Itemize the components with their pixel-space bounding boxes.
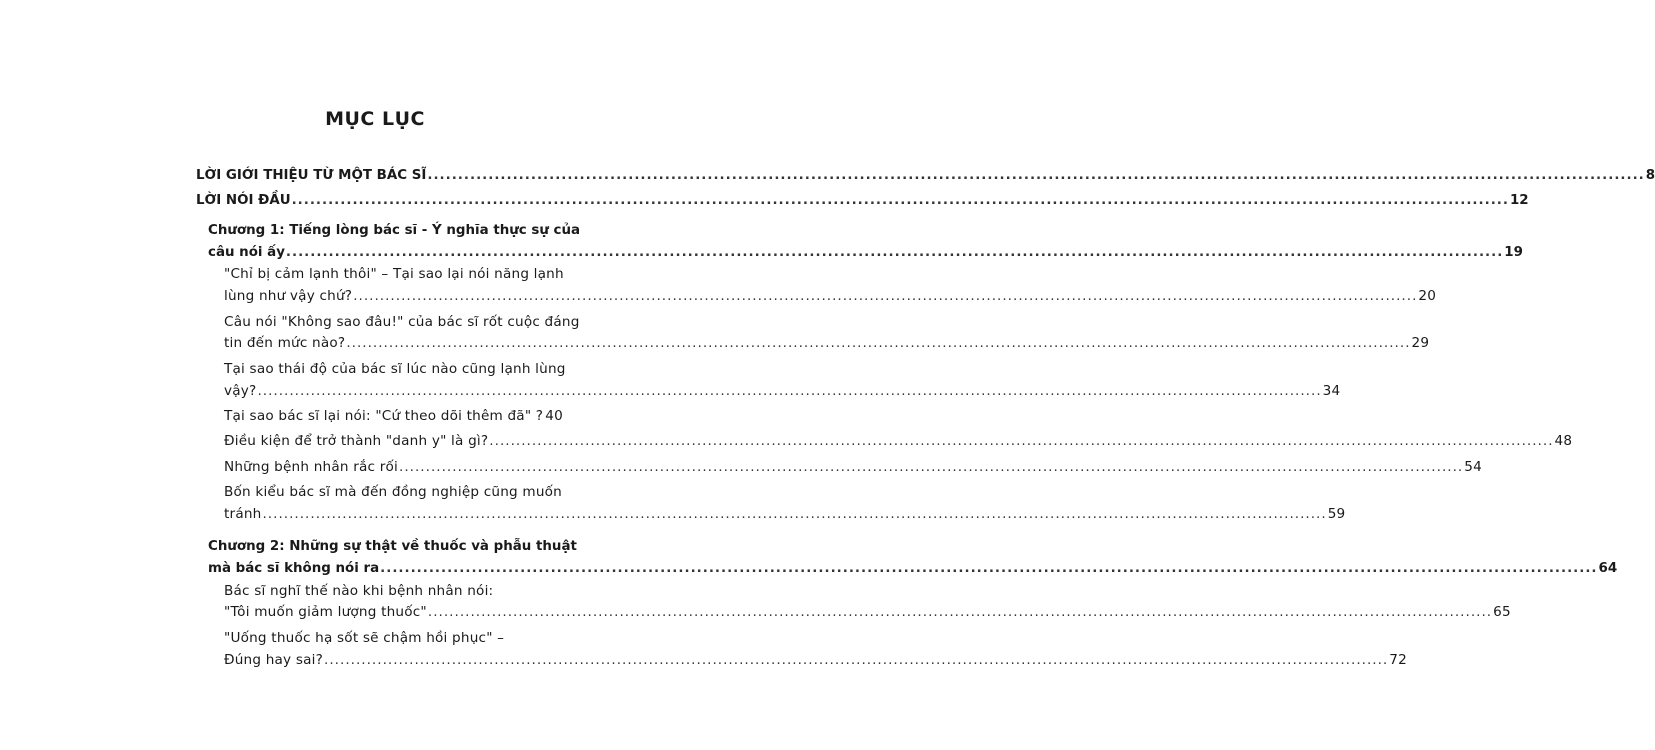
dot-leader (489, 431, 1553, 451)
entry-page: 34 (1322, 383, 1341, 399)
chapter-2-heading[interactable] (208, 559, 1618, 579)
dot-leader (324, 650, 1388, 670)
section-1-3-line1[interactable]: Tại sao thái độ của bác sĩ lúc nào cũng lạnh lùng (224, 361, 566, 377)
entry-label: Đúng hay sai? (224, 652, 324, 668)
section-1-1[interactable] (224, 286, 1437, 306)
section-2-2[interactable] (224, 650, 1407, 670)
entry-label: "Tôi muốn giảm lượng thuốc" (224, 604, 427, 620)
entry-label: Những bệnh nhân rắc rối (224, 459, 399, 475)
entry-page: 19 (1504, 245, 1523, 260)
toc-entry-intro[interactable] (196, 166, 1655, 186)
entry-page: 64 (1598, 561, 1618, 576)
section-2-2-line1[interactable]: "Uống thuốc hạ sốt sẽ chậm hồi phục" – (224, 630, 505, 646)
dot-leader (353, 286, 1417, 306)
entry-label: LỜI GIỚI THIỆU TỪ MỘT BÁC SĨ (196, 168, 427, 183)
chapter-1-heading[interactable] (208, 243, 1523, 263)
page-title: MỤC LỤC (325, 108, 425, 130)
entry-page: 48 (1554, 433, 1573, 449)
dot-leader (346, 333, 1410, 353)
section-1-7-line1[interactable]: Bốn kiểu bác sĩ mà đến đồng nghiệp cũng muốn (224, 484, 562, 500)
entry-label: LỜI NÓI ĐẦU (196, 193, 291, 208)
section-1-5[interactable] (224, 431, 1573, 451)
entry-label: lùng như vậy chứ? (224, 288, 353, 304)
dot-leader (428, 602, 1492, 622)
dot-leader (380, 559, 1597, 579)
entry-page: 59 (1327, 506, 1346, 522)
section-1-6[interactable] (224, 457, 1482, 477)
dot-leader (427, 166, 1644, 186)
dot-leader (286, 243, 1503, 263)
entry-label: Tại sao bác sĩ lại nói: "Cứ theo dõi thêm đã" ? (224, 408, 544, 424)
section-1-3[interactable] (224, 381, 1341, 401)
section-2-1[interactable] (224, 602, 1511, 622)
section-2-1-line1[interactable]: Bác sĩ nghĩ thế nào khi bệnh nhân nói: (224, 583, 494, 599)
dot-leader (262, 504, 1326, 524)
entry-page: 65 (1493, 604, 1511, 620)
entry-page: 29 (1411, 335, 1430, 351)
entry-page: 12 (1509, 193, 1529, 208)
dot-leader (257, 381, 1321, 401)
entry-page: 72 (1389, 652, 1407, 668)
entry-label: tin đến mức nào? (224, 335, 346, 351)
chapter-2-heading-line1[interactable]: Chương 2: Những sự thật về thuốc và phẫu thuật (208, 539, 577, 554)
entry-page: 40 (545, 408, 563, 424)
entry-label: mà bác sĩ không nói ra (208, 561, 380, 576)
section-1-2-line1[interactable]: Câu nói "Không sao đâu!" của bác sĩ rốt cuộc đáng (224, 314, 580, 330)
section-1-2[interactable] (224, 333, 1430, 353)
entry-label: câu nói ấy (208, 245, 285, 260)
toc-entry-preface[interactable] (196, 191, 1529, 211)
dot-leader (399, 457, 1463, 477)
entry-page: 20 (1418, 288, 1437, 304)
entry-label: vậy? (224, 383, 257, 399)
entry-page: 8 (1645, 168, 1655, 183)
chapter-1-heading-line1[interactable]: Chương 1: Tiếng lòng bác sĩ - Ý nghĩa thực sự của (208, 223, 581, 238)
section-1-4[interactable] (224, 406, 563, 426)
entry-page: 54 (1464, 459, 1482, 475)
dot-leader (292, 191, 1509, 211)
entry-label: tránh (224, 506, 262, 522)
section-1-1-line1[interactable]: "Chỉ bị cảm lạnh thôi" – Tại sao lại nói năng lạnh (224, 266, 564, 282)
entry-label: Điều kiện để trở thành "danh y" là gì? (224, 433, 489, 449)
section-1-7[interactable] (224, 504, 1346, 524)
